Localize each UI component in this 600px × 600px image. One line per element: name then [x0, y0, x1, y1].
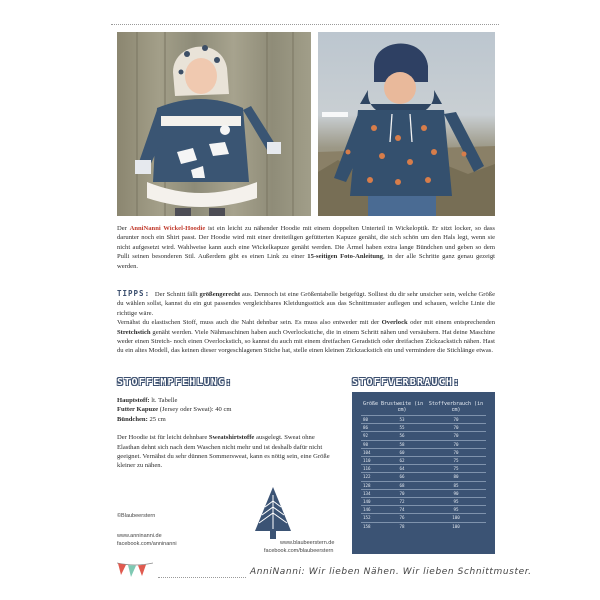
cell-brustweite: 72: [378, 498, 426, 506]
blaubeerstern-website-link[interactable]: www.blaubeerstern.de: [280, 540, 335, 546]
tips-text-d: oder mit einem entsprechenden: [410, 319, 496, 327]
cell-brustweite: 68: [378, 481, 426, 489]
hauptstoff-value: lt. Tabelle: [151, 397, 178, 404]
cell-brustweite: 56: [378, 432, 426, 440]
cell-brustweite: 58: [378, 440, 426, 448]
table-row: [361, 457, 486, 465]
cell-groesse: 128: [361, 481, 378, 489]
table-row: [361, 432, 486, 440]
futter-label: Futter Kapuze: [117, 406, 159, 414]
table-row: [361, 416, 486, 424]
buendchen-value: 25 cm: [149, 415, 166, 423]
buendchen-label: Bündchen:: [117, 415, 148, 423]
table-row: [361, 514, 486, 522]
anninanni-facebook-link[interactable]: facebook.com/anninanni: [117, 541, 177, 547]
cell-groesse: 80: [361, 416, 378, 424]
tips-label: TIPPS:: [117, 289, 151, 298]
cell-stoffverbrauch: 90: [426, 489, 486, 497]
cell-groesse: 122: [361, 473, 378, 481]
top-dotted-divider: [111, 24, 499, 25]
tips-text-e: genäht werden. Viele Nähmaschinen haben auch Overlockstiche, die in einem Schritt nähen und versäubern. Hat deine Maschine weder einen Stretch- noch einen Overlockstich, so kannst du auch mit einem dreifachen Geradstich oder dreifachen Zickzackstich nähen. Hast du ein altes Modell, das keinen dieser vorgeschlagenen Stiche hat, stelle einen kleinen Zickzackstich ein und vermindere die Stichlänge etwas.: [117, 328, 495, 355]
cell-groesse: 104: [361, 448, 378, 456]
photo-child-hoodie-lace: [117, 32, 311, 216]
col-brustweite: Brustweite (in cm): [380, 401, 424, 413]
cell-stoffverbrauch: 85: [426, 481, 486, 489]
intro-text-b: , in der alle Schritte ganz genau gezeigt werden.: [117, 253, 495, 270]
product-name: AnniNanni Wickel-Hoodie: [129, 225, 206, 232]
footer-slogan: AnniNanni: Wir lieben Nähen. Wir lieben Schnittmuster.: [250, 567, 532, 577]
cell-brustweite: 62: [378, 457, 426, 465]
sweat-paragraph: [117, 433, 332, 471]
cell-groesse: 116: [361, 465, 378, 473]
table-row: [361, 506, 486, 514]
cell-brustweite: 53: [378, 416, 426, 424]
stoffverbrauch-table-box: [352, 392, 495, 554]
cell-stoffverbrauch: 95: [426, 506, 486, 514]
cell-stoffverbrauch: 75: [426, 457, 486, 465]
col-groesse: Größe: [363, 401, 379, 407]
tips-bold-a: größengerecht: [199, 291, 241, 298]
tips-text-c: Vernähst du elastischen Stoff, muss auch die Naht dehnbar sein. Es muss also entweder mit der: [117, 319, 380, 327]
tips-bold-d: Stretchstich: [117, 328, 151, 336]
table-row: [361, 522, 486, 530]
cell-brustweite: 55: [378, 424, 426, 432]
cell-groesse: 134: [361, 489, 378, 497]
cell-stoffverbrauch: 80: [426, 473, 486, 481]
cell-brustweite: 74: [378, 506, 426, 514]
table-row: [361, 473, 486, 481]
cell-groesse: 152: [361, 514, 378, 522]
buendchen-line: [117, 415, 332, 424]
cell-groesse: 158: [361, 522, 378, 530]
cell-stoffverbrauch: 100: [426, 514, 486, 522]
intro-paragraph: [117, 224, 495, 271]
tips-text-a: Der Schnitt fällt: [154, 291, 198, 298]
table-row: [361, 448, 486, 456]
table-body: [361, 416, 486, 530]
table-row: [361, 465, 486, 473]
stoffempfehlung-heading: STOFFEMPFEHLUNG:: [117, 377, 233, 388]
cell-stoffverbrauch: 70: [426, 416, 486, 424]
cell-brustweite: 64: [378, 465, 426, 473]
tips-bold-c: Overlock: [381, 319, 408, 327]
cell-brustweite: 66: [378, 473, 426, 481]
sweat-bold: Sweatshirtstoffe: [208, 434, 255, 442]
bunting-icon: [117, 561, 153, 583]
stoffverbrauch-table: [361, 401, 486, 530]
sweat-text-b: ausgelegt. Sweat ohne Elasthan dehnt sich nach dem Waschen nicht mehr und ist deshalb dafür nicht geeignet. Vernähst du sehr dünnen Sommersweat, kann es nötig sein, eine Größe kleiner zu nähen.: [117, 434, 330, 470]
futter-line: [117, 405, 332, 414]
hauptstoff-label: Hauptstoff:: [117, 397, 150, 404]
tips-text-b: aus. Dennoch ist eine Größentabelle beigefügt. Solltest du dir sehr unsicher sein, welche Größe du wählen sollst, kannst du ein gut passendes vergleichbares Kleidungsstück aus das Schnittmuster auflegen und schauen, welche Linie die richtige wäre.: [117, 291, 496, 317]
cell-brustweite: 60: [378, 448, 426, 456]
blaubeerstern-tree-icon: [253, 485, 293, 541]
cell-stoffverbrauch: 75: [426, 465, 486, 473]
table-row: [361, 498, 486, 506]
table-row: [361, 424, 486, 432]
cell-groesse: 92: [361, 432, 378, 440]
stoffverbrauch-heading: STOFFVERBRAUCH:: [352, 377, 461, 388]
bottom-dotted-divider: [158, 577, 246, 578]
hauptstoff-line: [117, 396, 332, 405]
cell-groesse: 146: [361, 506, 378, 514]
cell-groesse: 86: [361, 424, 378, 432]
cell-brustweite: 76: [378, 514, 426, 522]
cell-stoffverbrauch: 70: [426, 424, 486, 432]
cell-stoffverbrauch: 95: [426, 498, 486, 506]
cell-groesse: 110: [361, 457, 378, 465]
cell-stoffverbrauch: 70: [426, 448, 486, 456]
blaubeerstern-facebook-link[interactable]: facebook.com/blaubeerstern: [264, 548, 334, 554]
cell-brustweite: 78: [378, 522, 426, 530]
col-stoffverbrauch: Stoffverbrauch (in cm): [428, 401, 484, 413]
tips-paragraph: [117, 289, 495, 356]
futter-value: (Jersey oder Sweat): 40 cm: [159, 406, 232, 414]
table-row: [361, 481, 486, 489]
table-row: [361, 489, 486, 497]
cell-stoffverbrauch: 100: [426, 522, 486, 530]
table-header-row: [361, 401, 486, 416]
cell-groesse: 140: [361, 498, 378, 506]
anninanni-website-link[interactable]: www.anninanni.de: [117, 533, 162, 539]
intro-article: Der: [117, 225, 127, 232]
table-row: [361, 440, 486, 448]
cell-stoffverbrauch: 70: [426, 440, 486, 448]
cell-stoffverbrauch: 70: [426, 432, 486, 440]
photo-tutorial-link: 15-seitigen Foto-Anleitung: [307, 253, 383, 261]
photo-child-fox-hoodie: [318, 32, 495, 216]
copyright: ©Blaubeerstern: [117, 513, 156, 519]
sweat-text-a: Der Hoodie ist für leicht dehnbare: [117, 434, 208, 442]
stoffempfehlung-section: [117, 396, 332, 471]
intro-text-a: ist ein leicht zu nähender Hoodie mit einem doppelten Unterteil in Wickeloptik. Er sitzt locker, so dass darunter noch ein Shirt passt. Der Hoodie wird mit einer dreiteiligen gefütterten Kapuze genäht, die sich schön um den Hals legt, wenn sie nicht aufgesetzt wird. Wahlweise kann auch eine Wickelkapuze genäht werden. Die Ärmel haben extra lange Bündchen und geben so dem Pulli seinen besonderen Stil. Außerdem gibt es einen Link zu einer: [117, 225, 495, 261]
cell-groesse: 98: [361, 440, 378, 448]
cell-brustweite: 70: [378, 489, 426, 497]
